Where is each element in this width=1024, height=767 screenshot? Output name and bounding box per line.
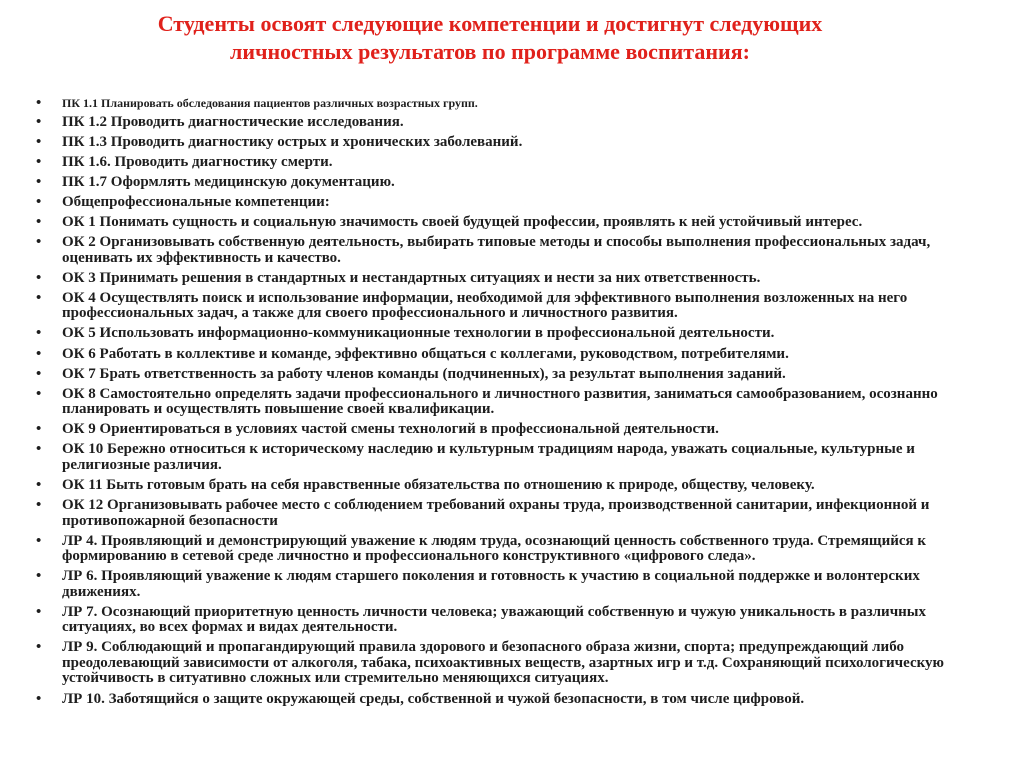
bullet-icon: • [36, 95, 42, 111]
list-item [36, 195, 986, 211]
list-item-text: ОК 10 Бережно относиться к историческому наследию и культурным традициям народа, уважать социальные, культурные и религиозные различия. [62, 441, 915, 473]
list-item-text: ЛР 7. Осознающий приоритетную ценность личности человека; уважающий собственную и чужую уникальность в различных ситуациях, во всех формах и видах деятельности. [62, 603, 927, 636]
slide-title-line-2: личностных результатов по программе воспитания: [230, 39, 750, 64]
bullet-icon: • [36, 345, 42, 362]
list-item-text: ЛР 4. Проявляющий и демонстрирующий уважение к людям труда, осознающий ценность собственного труда. Стремящийся к формированию в сетевой среде личностно и профессионального конструктивного «цифрового следа». [62, 532, 927, 565]
list-item [36, 175, 986, 191]
list-item [36, 605, 986, 636]
list-item [36, 115, 986, 131]
bullet-icon: • [36, 133, 42, 150]
bullet-icon: • [36, 325, 42, 342]
bullet-icon: • [36, 603, 42, 620]
bullet-icon: • [36, 497, 42, 514]
list-item-text: ОК 2 Организовывать собственную деятельность, выбирать типовые методы и способы выполнения профессиональных задач, оценивать их эффективность и качество. [62, 234, 931, 266]
bullet-icon: • [36, 153, 42, 170]
bullet-icon: • [36, 289, 42, 306]
list-item [36, 155, 986, 171]
list-item [36, 478, 986, 494]
bullet-icon: • [36, 532, 42, 549]
bullet-icon: • [36, 568, 42, 585]
list-item [36, 367, 986, 383]
bullet-icon: • [36, 639, 42, 656]
list-item [36, 235, 986, 266]
list-item [36, 215, 986, 231]
list-item-text: ПК 1.6. Проводить диагностику смерти. [62, 153, 333, 170]
list-item-text: ОК 12 Организовывать рабочее место с соблюдением требований охраны труда, производственной санитарии, инфекционной и противопожарной безопасности [62, 497, 930, 529]
list-item-text: ПК 1.1 Планировать обследования пациентов различных возрастных групп. [62, 96, 478, 110]
list-item [36, 534, 986, 565]
list-item [36, 692, 986, 708]
list-item [36, 442, 986, 473]
list-item-text: ОК 6 Работать в коллективе и команде, эффективно общаться с коллегами, руководством, потребителями. [62, 345, 789, 362]
list-item-text: ПК 1.7 Оформлять медицинскую документацию. [62, 173, 395, 190]
list-item [36, 347, 986, 363]
bullet-icon: • [36, 214, 42, 231]
list-item [36, 291, 986, 322]
bullet-icon: • [36, 441, 42, 458]
list-item [36, 640, 986, 687]
list-item-text: ОК 1 Понимать сущность и социальную значимость своей будущей профессии, проявлять к ней устойчивый интерес. [62, 214, 863, 231]
list-item-text: ОК 3 Принимать решения в стандартных и нестандартных ситуациях и нести за них ответственность. [62, 269, 761, 286]
list-item-text: ОК 5 Использовать информационно-коммуникационные технологии в профессиональной деятельности. [62, 325, 775, 342]
list-item [36, 135, 986, 151]
bullet-icon: • [36, 193, 42, 210]
slide-title [40, 10, 940, 66]
list-item [36, 569, 986, 600]
list-item-text: ОК 7 Брать ответственность за работу членов команды (подчиненных), за результат выполнения заданий. [62, 365, 786, 382]
bullet-icon: • [36, 477, 42, 493]
bullet-icon: • [36, 690, 42, 707]
list-item-text: ОК 4 Осуществлять поиск и использование информации, необходимой для эффективного выполнения возложенных на него профессиональных задач, а также для своего профессионального и личностного развития. [62, 289, 908, 322]
bullet-icon: • [36, 234, 42, 251]
list-item-text: ОК 9 Ориентироваться в условиях частой смены технологий в профессиональной деятельности. [62, 421, 719, 438]
list-item [36, 271, 986, 287]
competency-list [36, 96, 986, 712]
list-item-text: ПК 1.3 Проводить диагностику острых и хронических заболеваний. [62, 133, 523, 150]
list-item [36, 387, 986, 418]
list-item-text: ЛР 10. Заботящийся о защите окружающей среды, собственной и чужой безопасности, в том числе цифровой. [62, 690, 805, 707]
bullet-icon: • [36, 421, 42, 438]
list-item-text: ОК 8 Самостоятельно определять задачи профессионального и личностного развития, заниматься самообразованием, осознанно планировать и осуществлять повышение своей квалификации. [62, 385, 938, 418]
list-item-text: ПК 1.2 Проводить диагностические исследования. [62, 113, 404, 130]
list-item [36, 96, 986, 110]
bullet-icon: • [36, 113, 42, 130]
bullet-icon: • [36, 365, 42, 382]
slide-title-line-1: Студенты освоят следующие компетенции и достигнут следующих [157, 11, 823, 36]
list-item-text: ЛР 9. Соблюдающий и пропагандирующий правила здорового и безопасного образа жизни, спорта; предупреждающий либо преодолевающий зависимости от алкоголя, табака, психоактивных веществ, азартных игр и т.д. Сохраняющий психологическую устойчивость в ситуативно сложных или стремительно меняющихся ситуациях. [62, 639, 944, 687]
bullet-icon: • [36, 269, 42, 286]
bullet-icon: • [36, 385, 42, 402]
list-item [36, 326, 986, 342]
list-item [36, 498, 986, 529]
bullet-icon: • [36, 173, 42, 190]
list-item-text: Общепрофессиональные компетенции: [62, 193, 330, 210]
list-item-text: ЛР 6. Проявляющий уважение к людям старшего поколения и готовность к участию в социальной поддержке и волонтерских движениях. [62, 568, 920, 600]
list-item [36, 422, 986, 438]
list-item-text: ОК 11 Быть готовым брать на себя нравственные обязательства по отношению к природе, обществу, человеку. [62, 477, 815, 493]
